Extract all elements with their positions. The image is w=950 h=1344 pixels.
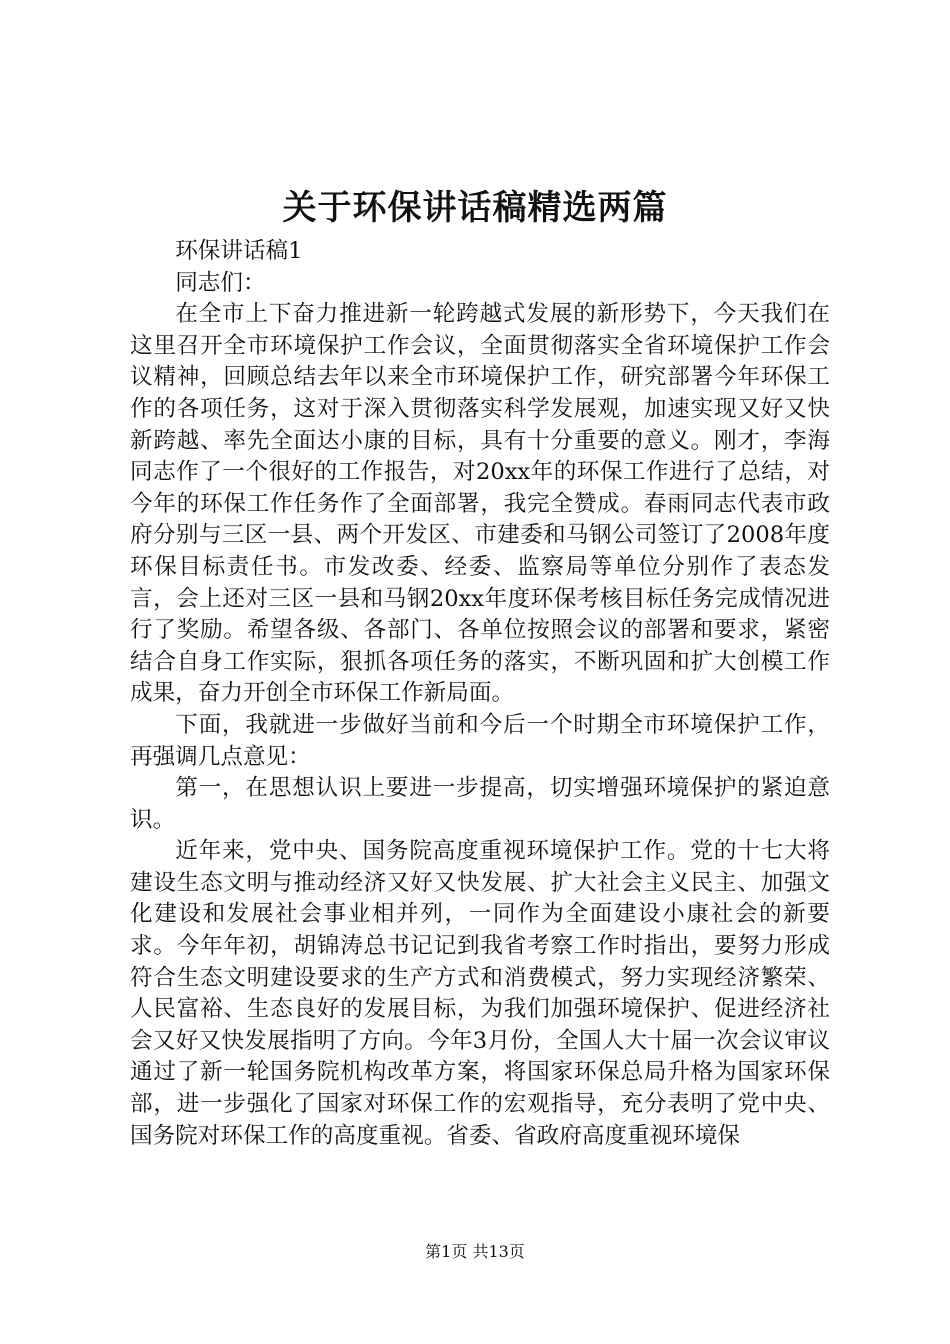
- page-number-footer: 第1页 共13页: [425, 1242, 525, 1261]
- section-heading: 环保讲话稿1: [175, 238, 303, 264]
- body-paragraph: 在全市上下奋力推进新一轮跨越式发展的新形势下，今天我们在这里召开全市环境保护工作会议，全面贯彻落实全省环境保护工作会议精神，回顾总结去年以来全市环境保护工作，研究部署今年环保工作的各项任务，这对于深入贯彻落实科学发展观，加速实现又好又快新跨越、率先全面达小康的目标，具有十分重要的意义。刚才，李海同志作了一个很好的工作报告，对20xx年的环保工作进行了总结，对今年的环保工作任务作了全面部署，我完全赞成。春雨同志代表市政府分别与三区一县、两个开发区、市建委和马钢公司签订了2008年度环保目标责任书。市发改委、经委、监察局等单位分别作了表态发言，会上还对三区一县和马钢20xx年度环保考核目标任务完成情况进行了奖励。希望各级、各部门、各单位按照会议的部署和要求，紧密结合自身工作实际，狠抓各项任务的落实，不断巩固和扩大创模工作成果，奋力开创全市环保工作新局面。: [130, 301, 830, 707]
- body-paragraph: 第一，在思想认识上要进一步提高，切实增强环境保护的紧迫意识。: [130, 775, 830, 833]
- document-title: 关于环保讲话稿精选两篇: [282, 188, 668, 228]
- document-body: [130, 236, 830, 1152]
- salutation: 同志们：: [175, 269, 266, 296]
- body-paragraph: 近年来，党中央、国务院高度重视环境保护工作。党的十七大将建设生态文明与推动经济又好又快发展、扩大社会主义民主、加强文化建设和发展社会事业相并列，一同作为全面建设小康社会的新要求。今年年初，胡锦涛总书记记到我省考察工作时指出，要努力形成符合生态文明建设要求的生产方式和消费模式，努力实现经济繁荣、人民富裕、生态良好的发展目标，为我们加强环境保护、促进经济社会又好又快发展指明了方向。今年3月份，全国人大十届一次会议审议通过了新一轮国务院机构改革方案，将国家环保总局升格为国家环保部，进一步强化了国家对环保工作的宏观指导，充分表明了党中央、国务院对环保工作的高度重视。省委、省政府高度重视环境保: [130, 838, 830, 1149]
- body-paragraph: 下面，我就进一步做好当前和今后一个时期全市环境保护工作，再强调几点意见：: [130, 711, 830, 770]
